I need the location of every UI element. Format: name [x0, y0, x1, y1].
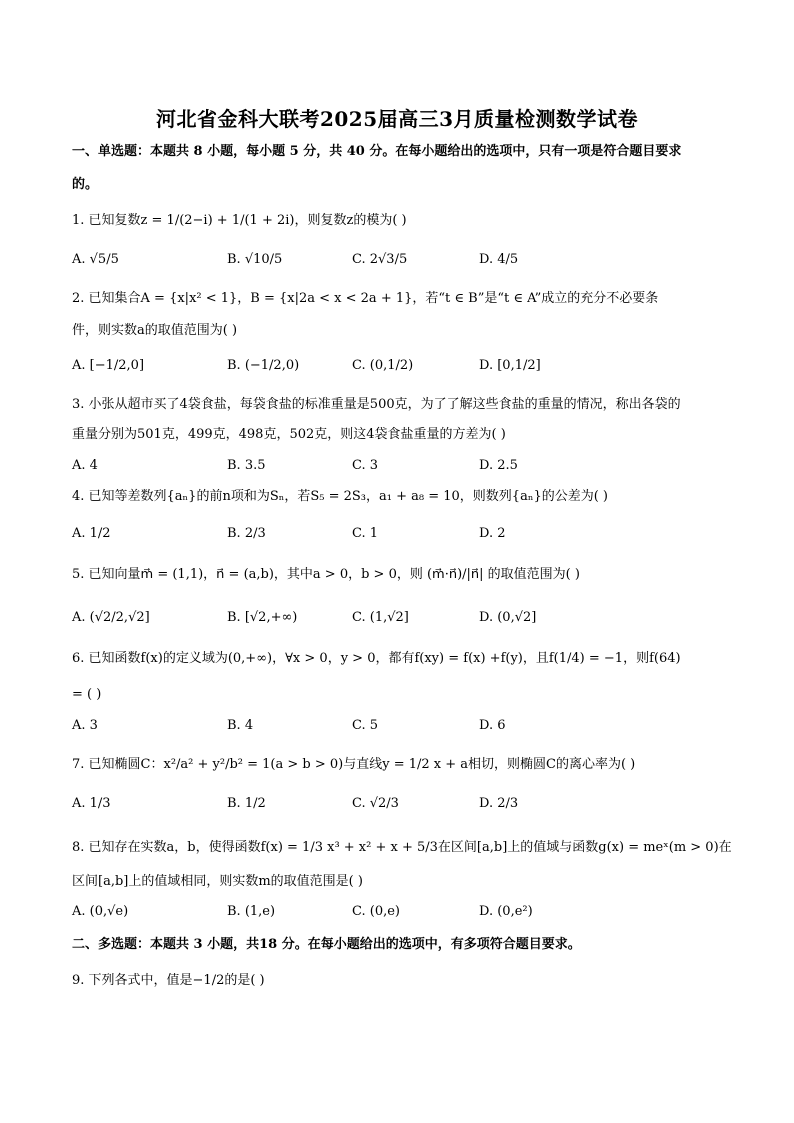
- option-a: A. 1/2: [72, 526, 111, 541]
- page-title: 河北省金科大联考2025届高三3月质量检测数学试卷: [155, 107, 639, 131]
- section1-heading-cont: 的。: [72, 177, 99, 192]
- option-d: D. (0,e²): [479, 904, 533, 919]
- option-d: D. 4/5: [479, 252, 519, 267]
- options-q1: [72, 252, 732, 278]
- options-q3: [72, 458, 732, 484]
- section1-heading: 一、单选题：本题共 8 小题，每小题 5 分，共 40 分。在每小题给出的选项中，只有一项是符合题目要求: [72, 144, 682, 159]
- option-c: C. 5: [352, 718, 379, 733]
- option-c: C. 1: [352, 526, 379, 541]
- question-9: 9. 下列各式中，值是−1/2的是( ): [72, 973, 265, 988]
- option-b: B. 4: [227, 718, 254, 733]
- options-q2: [72, 358, 732, 384]
- option-c: C. 3: [352, 458, 379, 473]
- option-a: A. 4: [72, 458, 98, 473]
- options-q6: [72, 718, 732, 744]
- question-1: 1. 已知复数z = 1/(2−i) + 1/(1 + 2i)，则复数z的模为( ): [72, 213, 407, 228]
- option-d: D. 2: [479, 526, 506, 541]
- option-c: C. (1,√2]: [352, 610, 409, 625]
- question-4: 4. 已知等差数列{aₙ}的前n项和为Sₙ，若S₅ = 2S₃，a₁ + a₈ = 10，则数列{aₙ}的公差为( ): [72, 489, 608, 504]
- option-b: B. (1,e): [227, 904, 276, 919]
- option-c: C. (0,1/2): [352, 358, 414, 373]
- question-5: 5. 已知向量m⃗ = (1,1)，n⃗ = (a,b)，其中a > 0，b > 0，则 (m⃗·n⃗)/|n⃗| 的取值范围为( ): [72, 567, 580, 582]
- question-6: 6. 已知函数f(x)的定义域为(0,+∞)，∀x > 0，y > 0，都有f(xy) = f(x) +f(y)，且f(1/4) = −1，则f(64): [72, 651, 681, 666]
- option-a: A. 1/3: [72, 796, 111, 811]
- question-2: 2. 已知集合A = {x|x² < 1}，B = {x|2a < x < 2a + 1}，若“t ∈ B”是“t ∈ A”成立的充分不必要条: [72, 291, 659, 306]
- options-q4: [72, 526, 732, 552]
- option-c: C. (0,e): [352, 904, 400, 919]
- option-b: B. 2/3: [227, 526, 266, 541]
- option-a: A. (0,√e): [72, 904, 129, 919]
- question-2-cont: 件，则实数a的取值范围为( ): [72, 323, 238, 338]
- section2-heading: 二、多选题：本题共 3 小题，共18 分。在每小题给出的选项中，有多项符合题目要求。: [72, 937, 581, 952]
- option-b: B. √10/5: [227, 252, 283, 267]
- options-q7: [72, 796, 732, 822]
- option-a: A. √5/5: [72, 252, 119, 267]
- question-3-cont: 重量分别为501克，499克，498克，502克，则这4袋食盐重量的方差为( ): [72, 427, 506, 442]
- question-3: 3. 小张从超市买了4袋食盐，每袋食盐的标准重量是500克，为了了解这些食盐的重量的情况，称出各袋的: [72, 397, 681, 412]
- question-7: 7. 已知椭圆C：x²/a² + y²/b² = 1(a > b > 0)与直线y = 1/2 x + a相切，则椭圆C的离心率为( ): [72, 757, 636, 772]
- option-d: D. 2.5: [479, 458, 518, 473]
- option-c: C. 2√3/5: [352, 252, 408, 267]
- option-a: A. 3: [72, 718, 98, 733]
- option-b: B. [√2,+∞): [227, 610, 298, 625]
- option-b: B. 3.5: [227, 458, 266, 473]
- option-d: D. 6: [479, 718, 506, 733]
- options-q8: [72, 904, 732, 930]
- option-d: D. [0,1/2]: [479, 358, 541, 373]
- option-b: B. 1/2: [227, 796, 266, 811]
- question-8: 8. 已知存在实数a，b，使得函数f(x) = 1/3 x³ + x² + x + 5/3在区间[a,b]上的值域与函数g(x) = meˣ(m > 0)在: [72, 840, 732, 855]
- option-a: A. [−1/2,0]: [72, 358, 145, 373]
- question-6-cont: = ( ): [72, 687, 102, 702]
- options-q5: [72, 610, 732, 636]
- option-b: B. (−1/2,0): [227, 358, 300, 373]
- option-a: A. (√2/2,√2]: [72, 610, 150, 625]
- option-d: D. 2/3: [479, 796, 519, 811]
- option-c: C. √2/3: [352, 796, 399, 811]
- option-d: D. (0,√2]: [479, 610, 537, 625]
- question-8-cont: 区间[a,b]上的值域相同，则实数m的取值范围是( ): [72, 874, 363, 889]
